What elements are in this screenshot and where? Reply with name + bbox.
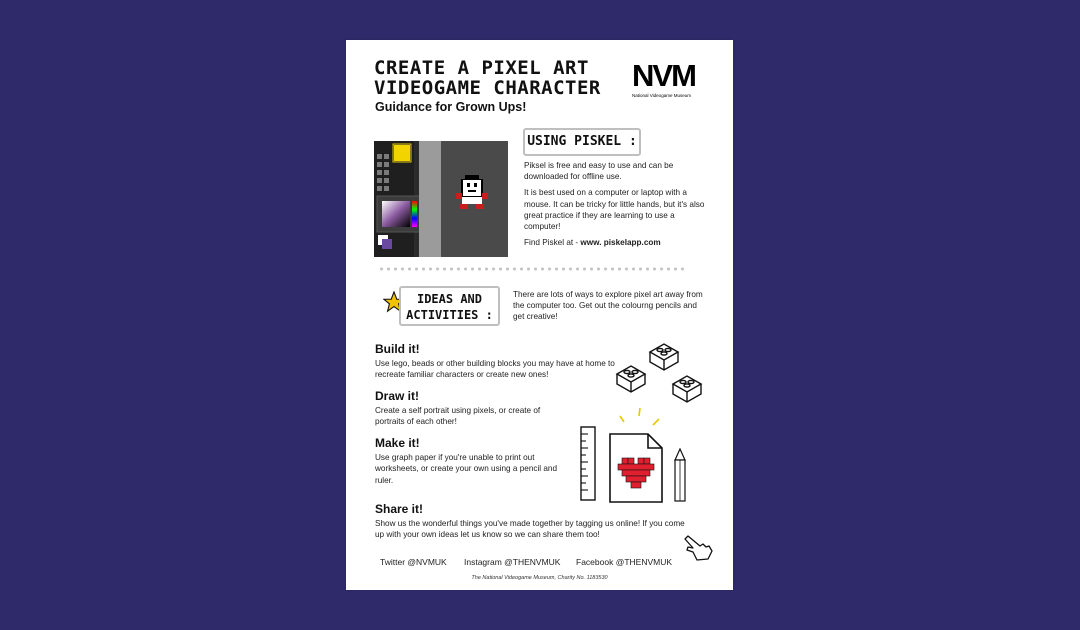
paper-heart-icon [606,406,670,504]
make-it-title: Make it! [375,436,420,450]
facebook-handle: Facebook @THENVMUK [576,557,673,567]
build-it-title: Build it! [375,342,420,356]
using-piskel-heading: USING PISKEL : [523,128,641,156]
find-prefix: Find Piskel at - [524,238,581,248]
dotted-divider [378,267,686,271]
piskel-find-line [524,237,709,248]
ideas-intro: There are lots of ways to explore pixel art away from the computer too. Get out the colourng pencils and get creative! [513,290,703,322]
logo-mark: NVM [632,58,695,93]
ruler-icon [578,425,600,503]
nvm-logo [632,60,702,100]
draw-it-title: Draw it! [375,389,420,403]
draw-it-body: Create a self portrait using pixels, or create of portraits of each other! [375,406,541,427]
piskel-paragraph-2: It is best used on a computer or laptop with a mouse. It can be tricky for little hands, but it's also great practice if they are learning to use a computer! [524,188,705,232]
piskel-url: www. piskelapp.com [580,238,661,248]
piskel-screenshot [374,141,508,257]
make-it-body: Use graph paper if you're unable to print out worksheets, or create your own using a pencil and ruler. [375,453,558,485]
title-line-1: CREATE A PIXEL ART [374,57,589,79]
page-title [374,58,601,98]
ideas-heading-line-2: ACTIVITIES : [406,308,493,322]
subtitle: Guidance for Grown Ups! [375,100,527,114]
piskel-description [524,160,709,253]
piskel-editor-image [374,141,508,257]
piskel-paragraph-1: Piksel is free and easy to use and can be downloaded for offline use. [524,161,674,182]
twitter-handle: Twitter @NVMUK [380,557,447,567]
share-it-body: Show us the wonderful things you've made together by tagging us online! If you come up with your own ideas let us know so we can share them too! [375,519,685,540]
pencil-icon [672,448,688,504]
instagram-handle: Instagram @THENVMUK [464,557,561,567]
title-line-2: VIDEOGAME CHARACTER [374,77,601,99]
logo-caption: National Videogame Museum [632,93,691,98]
pointer-hand-icon [682,532,714,562]
charity-notice: The National Videogame Museum, Charity No. 1183530 [471,575,608,581]
share-it-title: Share it! [375,502,424,516]
ideas-heading-line-1: IDEAS AND [416,292,483,306]
build-it-body: Use lego, beads or other building blocks you may have at home to recreate familiar characters or create new ones! [375,359,615,380]
ideas-activities-heading [399,286,500,326]
lego-brick-icon [614,340,710,406]
worksheet-page [346,40,733,590]
